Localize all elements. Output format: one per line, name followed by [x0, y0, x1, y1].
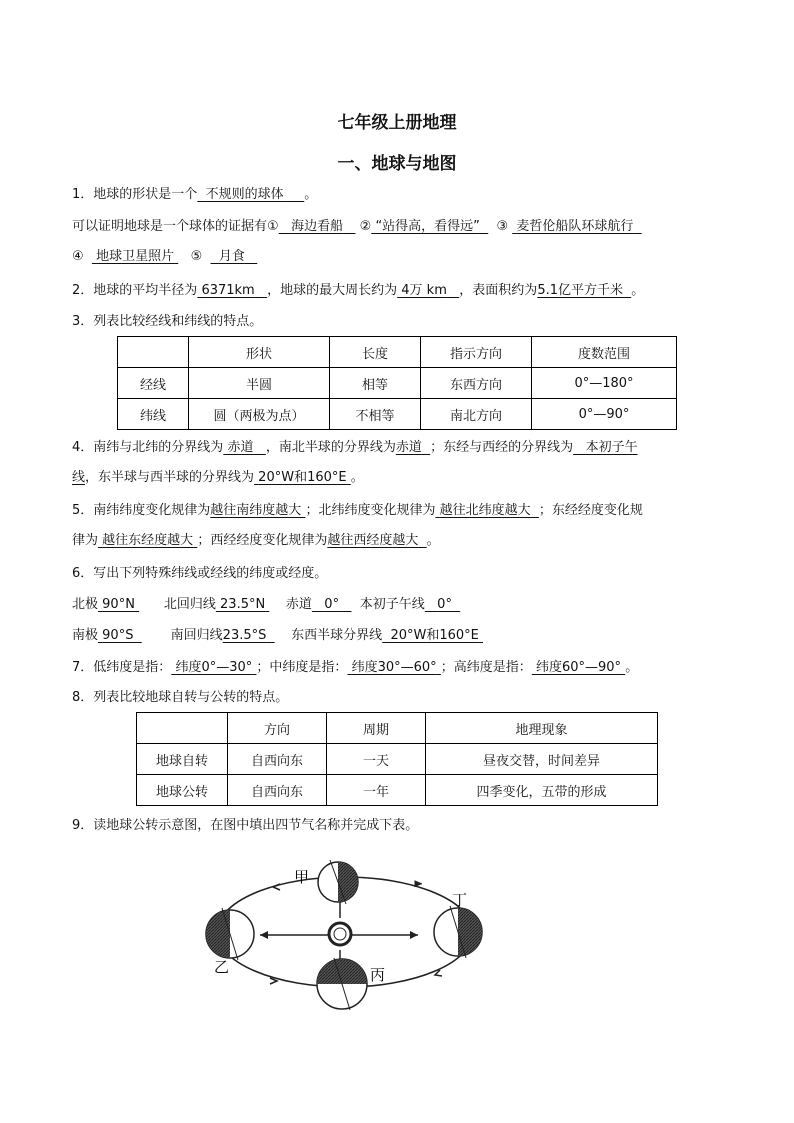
question-1-evidence: 可以证明地球是一个球体的证据有① 海边看船 ② “站得高，看得远” ③ 麦哲伦船队环球航行	[72, 219, 634, 234]
question-2: 2．地球的平均半径为 6371km ，地球的最大周长约为 4万 km ，表面积约为5.1亿平方千米 。	[72, 283, 645, 298]
question-6-north: 北极 90°N 北回归线 23.5°N 赤道 0° 本初子午线 0°	[72, 597, 452, 612]
question-6: 6．写出下列特殊纬线或经线的纬度或经度。	[72, 566, 328, 581]
label-yi: 乙	[214, 958, 230, 976]
question-6-south: 南极 90°S 南回归线23.5°S 东西半球分界线 20°W和160°E	[72, 628, 479, 643]
earth-left-icon	[206, 908, 254, 960]
question-5-cont: 律为 越往东经度越大 ；西经经度变化规律为越往西经度越大 。	[72, 533, 440, 548]
earth-revolution-diagram	[190, 860, 520, 1030]
meridian-parallel-table	[117, 336, 677, 430]
earth-right-icon	[434, 906, 482, 958]
table-row: 经线 半圆 相等 东西方向 0°—180°	[118, 368, 677, 399]
question-8: 8．列表比较地球自转与公转的特点。	[72, 690, 289, 705]
table-row: 地球公转 自西向东 一年 四季变化，五带的形成	[137, 775, 658, 806]
label-bing: 丙	[370, 966, 386, 984]
sun-icon	[329, 923, 351, 945]
page-title: 七年级上册地理	[337, 113, 457, 133]
table-row: 纬线 圆（两极为点） 不相等 南北方向 0°—90°	[118, 399, 677, 430]
table-row: 地球自转 自西向东 一天 昼夜交替，时间差异	[137, 744, 658, 775]
question-9: 9．读地球公转示意图，在图中填出四节气名称并完成下表。	[72, 818, 419, 833]
question-1-evidence-2: ④ 地球卫星照片 ⑤ 月食	[72, 249, 245, 264]
section-title: 一、地球与地图	[337, 154, 457, 174]
rotation-revolution-table	[136, 712, 658, 806]
earth-bottom-icon	[317, 958, 367, 1010]
question-4: 4．南纬与北纬的分界线为 赤道 ，南北半球的分界线为赤道 ；东经与西经的分界线为 本初子午	[72, 440, 638, 455]
answer: 不规则的球体	[205, 187, 284, 202]
label-jia: 甲	[294, 868, 310, 886]
question-7: 7．低纬度是指： 纬度0°—30° ；中纬度是指： 纬度30°—60° ；高纬度是指： 纬度60°—90° 。	[72, 660, 639, 675]
table-header-row: 方向 周期 地理现象	[137, 713, 658, 744]
question-1: 1．地球的形状是一个 不规则的球体 。	[72, 187, 318, 202]
question-4-cont: 线，东半球与西半球的分界线为 20°W和160°E 。	[72, 470, 364, 485]
question-5: 5．南纬纬度变化规律为越往南纬度越大 ；北纬纬度变化规律为 越往北纬度越大 ；东经经度变化规	[72, 503, 643, 518]
question-3: 3．列表比较经线和纬线的特点。	[72, 314, 263, 329]
earth-top-icon	[318, 860, 358, 904]
orbit-arrow	[273, 884, 280, 890]
label-ding: 丁	[452, 891, 468, 909]
table-header-row: 形状 长度 指示方向 度数范围	[118, 337, 677, 368]
